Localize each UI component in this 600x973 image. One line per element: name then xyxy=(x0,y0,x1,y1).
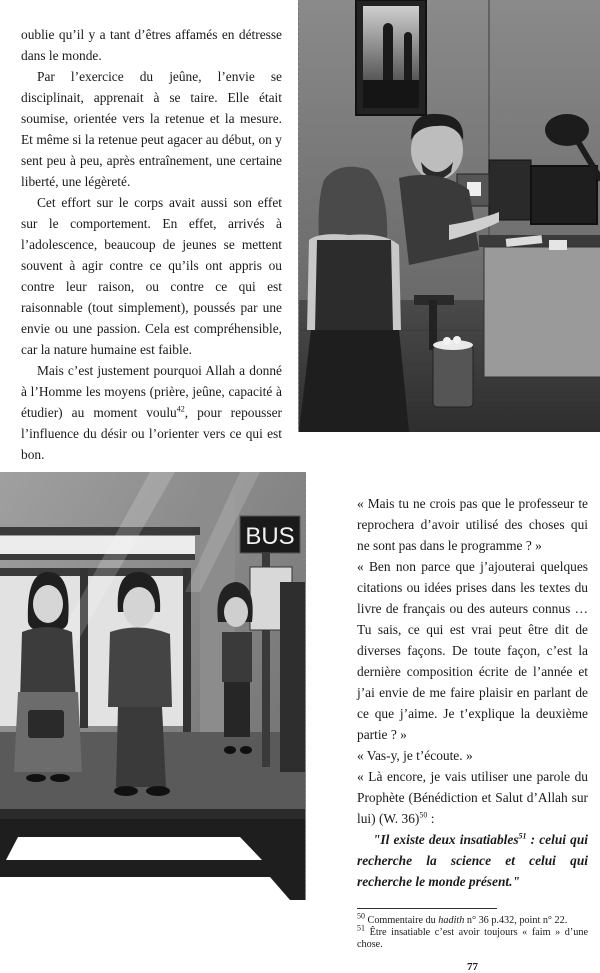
handbag xyxy=(28,710,64,738)
book-page-68 xyxy=(0,0,298,462)
footnote-ref: 51 xyxy=(518,831,527,841)
svg-text:BUS: BUS xyxy=(245,523,295,550)
crosswalk-stripe xyxy=(0,877,290,900)
partial-person-figure xyxy=(280,582,305,772)
footnote: $^{50}$ Commentaire du hadith n° 36 p.432, point n° 22. xyxy=(357,911,568,926)
hadith-quote: "Il existe deux insatiables$^{51}$ : celui qui recherche la science et celui qui recherche le monde présent." xyxy=(357,831,588,889)
footnote-ref: 42 xyxy=(176,404,185,414)
paragraph: Par l’exercice du jeûne, l’envie se disciplinait, apprenait à se taire. Elle était soumise, orientée vers la retenue et la mesure. Et même si la retenue peut agacer au début, on y sent peu à peu, après entraînement, une certaine liberté, une légèreté. xyxy=(21,69,282,189)
waste-bin xyxy=(433,336,473,407)
footnote-divider xyxy=(357,908,497,909)
paragraph: Mais c’est justement pourquoi Allah a donné à l’Homme les moyens (prière, jeûne, capacité à étudier) au moment voulu$^{42}$, pour repousser l’influence du désir ou l’orienter vers ce qui est bon. xyxy=(21,363,282,462)
framed-picture xyxy=(356,0,426,115)
dialogue-line: « Mais tu ne crois pas que le professeur te reprochera d’avoir utilisé des choses qui ne sont pas dans le programme ? » xyxy=(357,496,588,553)
bus-stop-scene-art xyxy=(0,472,305,900)
bus-stop-illustration xyxy=(0,472,306,900)
paragraph: Cet effort sur le corps avait aussi son effet sur le comportement. En effet, arrivés à l’adolescence, beaucoup de jeunes se mettent souvent à agir contre ce qu’ils ont appris ou contre leur raison, ou contre ce qui est raisonnable (tout simplement), poussés par une envie ou une passion. Cela est compréhensible, car la nature humaine est faible. xyxy=(21,195,282,357)
page-number: 77 xyxy=(467,961,478,973)
dialogue-line: « Vas-y, je t’écoute. » xyxy=(357,748,473,763)
dialogue-line: « Là encore, je vais utiliser une parole du Prophète (Bénédiction et Salut d’Allah sur lui) (W. 36)$^{50}$ : xyxy=(357,769,588,826)
footnote: $^{51}$ Être insatiable c’est avoir toujours « faim » d’une chose. xyxy=(357,923,588,950)
footnote-ref: 50 xyxy=(419,810,428,820)
crosswalk-stripe xyxy=(6,837,262,860)
office-scene-art xyxy=(299,0,600,432)
dialogue-line: « Ben non parce que j’ajouterai quelques citations ou idées prises dans les textes du livre de français ou des auteurs connus … Tu sais, ce qui est vrai peut être dit de diverses façons. De toute façon, c’est la dernière composition écrite de l’année et j’ai envie de me faire plaisir en parlant de ce que j’aime. Je t’explique la deuxième partie ? » xyxy=(357,559,588,742)
office-illustration xyxy=(298,0,600,432)
book-page-77 xyxy=(332,465,600,973)
paragraph: oublie qu’il y a tant d’êtres affamés en détresse dans le monde. xyxy=(21,27,282,63)
